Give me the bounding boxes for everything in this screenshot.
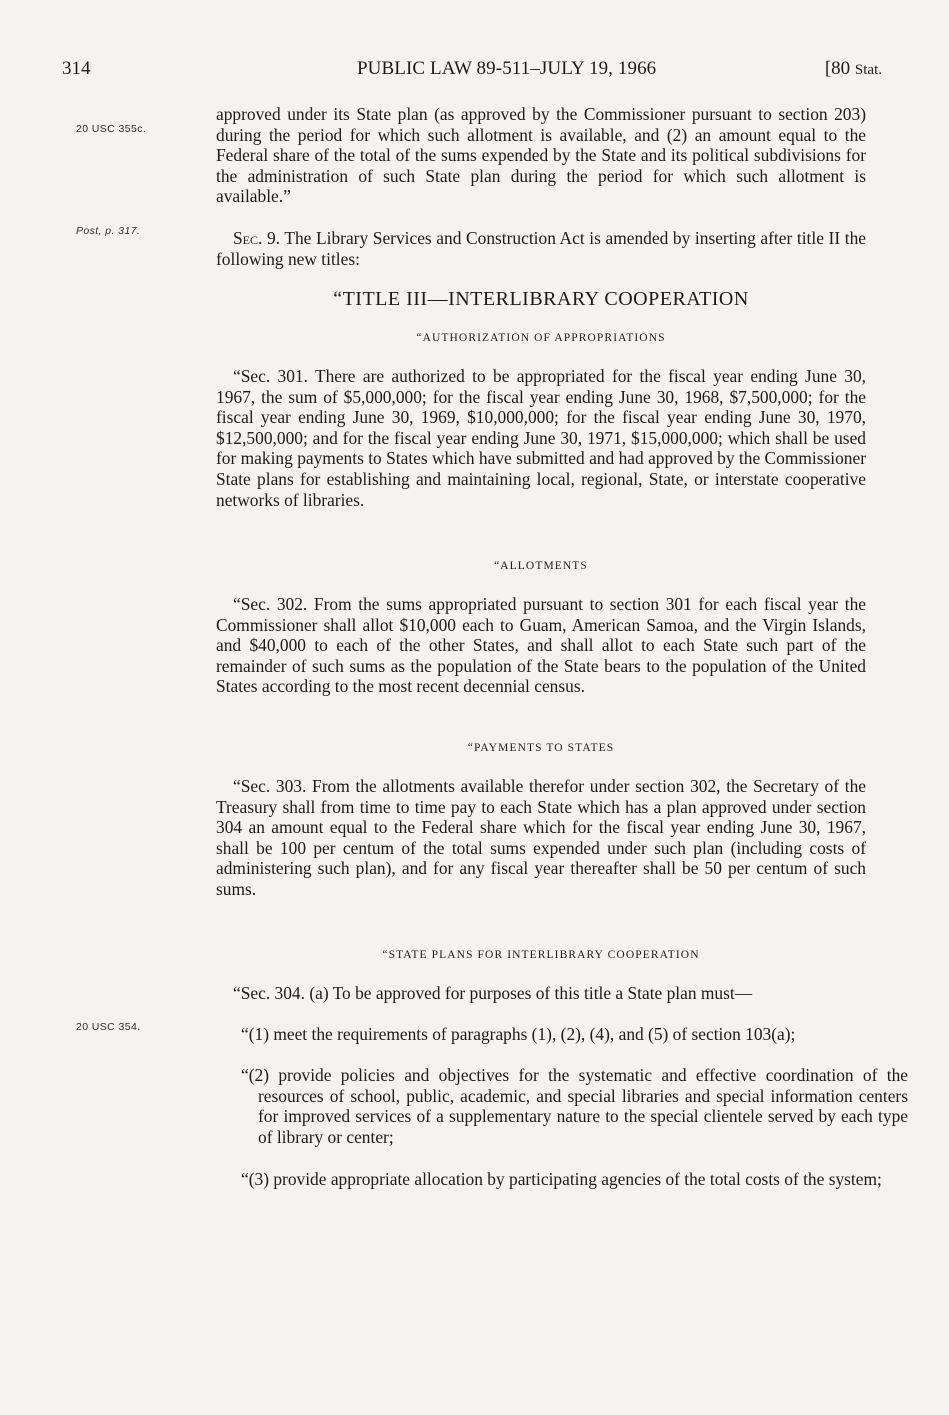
stat-label: Stat. (854, 62, 882, 78)
heading-payments: “PAYMENTS TO STATES (467, 742, 615, 754)
paragraph-sec-304 (216, 983, 866, 1004)
sec-302-text: From the sums appropriated pursuant to section 301 for each fiscal year the Commissioner shall allot $10,000 each to Guam, American Samoa, and the Virgin Islands, and $40,000 to each of the other States, and shall allot to each State such part of the remainder of such sums as the population of the State bears to the population of the United States according to the most recent decennial census. (216, 594, 866, 697)
paragraph-sec-9 (216, 228, 866, 269)
sec-9-label: Sec. 9. (233, 228, 281, 248)
margin-note-usc-355c: 20 USC 355c. (76, 123, 147, 135)
running-title: PUBLIC LAW 89-511–JULY 19, 1966 (357, 58, 657, 79)
sec-301-text: There are authorized to be appropriated for the fiscal year ending June 30, 1967, the sum of $5,000,000; for the fiscal year ending June 30, 1968, $7,500,000; for the fiscal year ending June 30, 1969, $10,000,000; for the fiscal year ending June 30, 1970, $12,500,000; and for the fiscal year ending June 30, 1971, $15,000,000; which shall be used for making payments to States which have submitted and had approved by the Commissioner State plans for establishing and maintaining local, regional, State, or interstate cooperative networks of libraries. (216, 366, 866, 510)
sec-302-label: “Sec. 302. (233, 594, 308, 614)
paragraph-sec-303 (216, 776, 866, 900)
statute-reference (825, 58, 882, 80)
sec-304-text: (a) To be approved for purposes of this title a State plan must— (304, 983, 753, 1003)
paragraph-sec-301 (216, 366, 866, 510)
sec-301-label: “Sec. 301. (233, 366, 308, 386)
margin-note-post-317: Post, p. 317. (76, 225, 141, 237)
title-iii-heading: “TITLE III—INTERLIBRARY COOPERATION (333, 288, 749, 310)
heading-authorization: “AUTHORIZATION OF APPROPRIATIONS (416, 332, 666, 344)
page-header (62, 58, 882, 84)
margin-note-usc-354: 20 USC 354. (76, 1021, 141, 1033)
clause-2: “(2) provide policies and objectives for the systematic and effective coordination of the resources of school, public, academic, and special libraries and special information centers for improved services of a supplementary nature to the special clientele served by each type of library or center; (241, 1065, 908, 1147)
paragraph-continuation: approved under its State plan (as approved by the Commissioner pursuant to section 203) during the period for which such allotment is available, and (2) an amount equal to the Federal share of the total of the sums expended by the State and its political subdivisions for the administration of such State plan during the period for which such allotment is available.” (216, 104, 866, 207)
sec-304-label: “Sec. 304. (233, 983, 305, 1003)
sec-9-text: The Library Services and Construction Act is amended by inserting after title II the following new titles: (216, 228, 866, 269)
stat-prefix: [80 (824, 58, 855, 79)
paragraph-sec-302 (216, 594, 866, 697)
heading-state-plans: “STATE PLANS FOR INTERLIBRARY COOPERATION (382, 949, 700, 961)
sec-303-text: From the allotments available therefor under section 302, the Secretary of the Treasury shall from time to time pay to each State which has a plan approved under section 304 an amount equal to the Federal share which for the fiscal year ending June 30, 1967, shall be 100 per centum of the total sums expended under such plan (including costs of administering such plan), and for any fiscal year thereafter shall be 50 per centum of such sums. (216, 776, 866, 899)
clause-3: “(3) provide appropriate allocation by participating agencies of the total costs of the system; (241, 1169, 882, 1189)
sec-303-label: “Sec. 303. (233, 776, 307, 796)
page-number: 314 (62, 58, 91, 79)
clause-1: “(1) meet the requirements of paragraphs (1), (2), (4), and (5) of section 103(a); (241, 1024, 796, 1044)
heading-allotments: “ALLOTMENTS (494, 560, 588, 572)
